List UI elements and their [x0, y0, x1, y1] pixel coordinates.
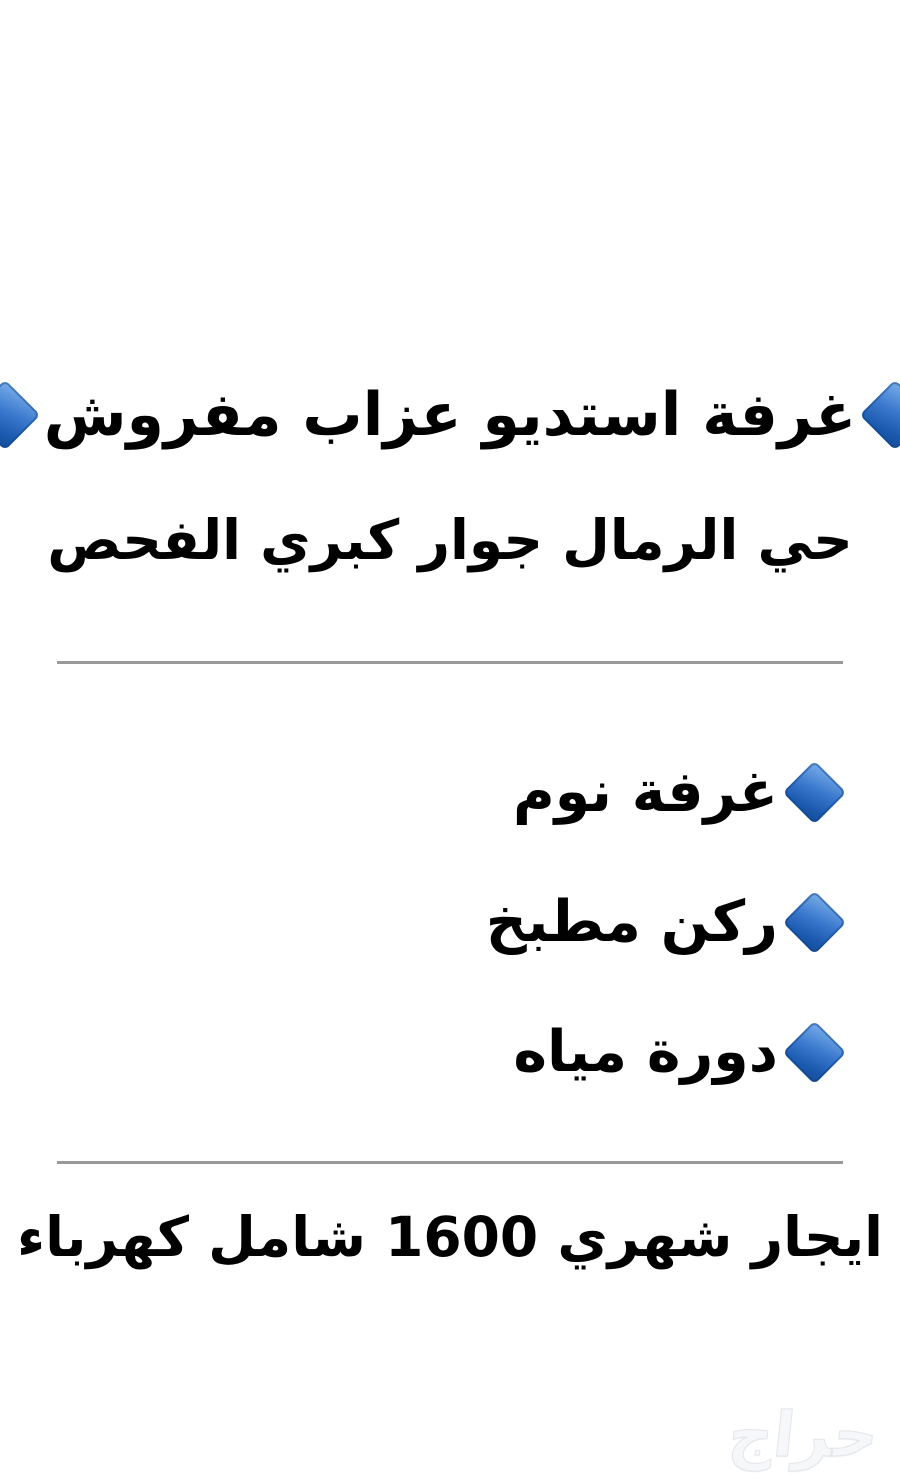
feature-label: ركن مطبخ	[485, 889, 778, 955]
feature-item-bedroom	[513, 748, 848, 836]
blue-diamond-icon	[780, 1008, 848, 1096]
feature-label: غرفة نوم	[512, 759, 778, 825]
ad-title: غرفة استديو عزاب مفروش	[43, 379, 857, 450]
feature-item-kitchen	[486, 878, 848, 966]
haraj-watermark: حراج	[724, 1398, 882, 1471]
blue-diamond-icon	[780, 748, 848, 836]
ad-title-row	[0, 368, 900, 462]
feature-item-bathroom	[513, 1008, 848, 1096]
ad-location-subtitle: حي الرمال جوار كبري الفحص	[47, 508, 853, 572]
blue-diamond-icon	[780, 878, 848, 966]
divider-line	[57, 661, 843, 664]
blue-diamond-icon	[0, 368, 42, 462]
divider-line	[57, 1161, 843, 1164]
feature-label: دورة مياه	[513, 1019, 778, 1085]
price-line: ايجار شهري 1600 شامل كهرباء	[17, 1205, 883, 1269]
blue-diamond-icon	[858, 368, 900, 462]
